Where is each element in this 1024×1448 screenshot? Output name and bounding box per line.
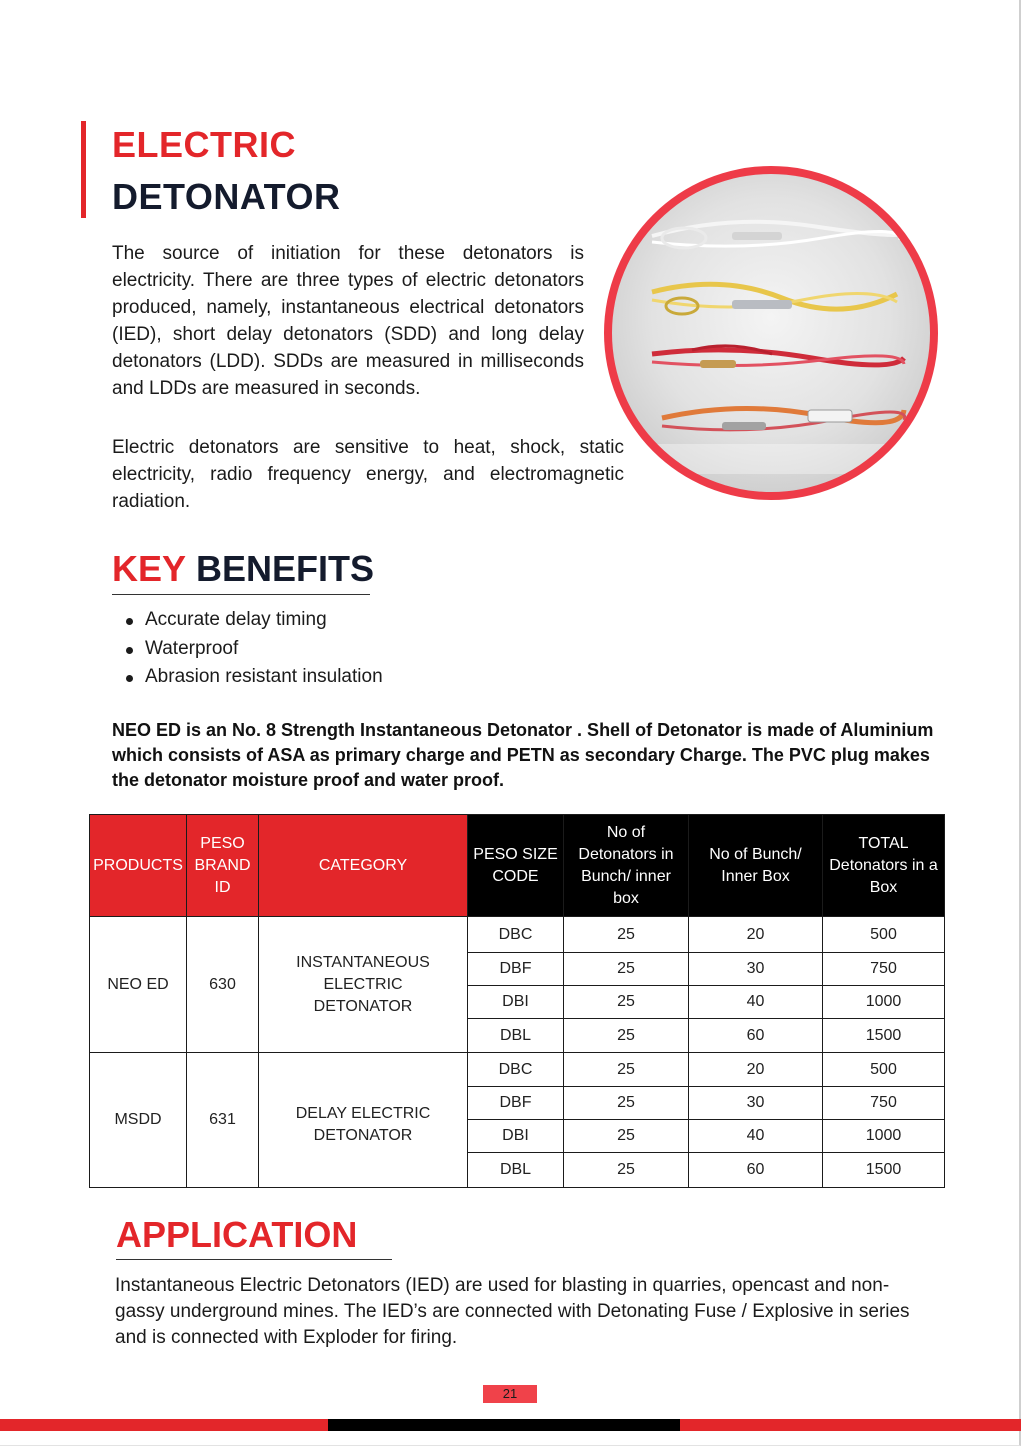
table-row — [90, 1053, 945, 1087]
cell-size-code: DBC — [468, 917, 564, 953]
table-header-row — [90, 815, 945, 917]
cell-bunch-per-box: 20 — [689, 1053, 823, 1087]
cell-total: 750 — [823, 953, 945, 986]
title-accent-bar — [81, 121, 86, 218]
cell-brand-id: 630 — [187, 917, 259, 1053]
cell-total: 1000 — [823, 986, 945, 1019]
cell-size-code: DBI — [468, 986, 564, 1019]
key-benefits-heading-rest: BENEFITS — [196, 548, 375, 589]
cell-size-code: DBL — [468, 1019, 564, 1053]
benefit-item: Waterproof — [122, 635, 383, 664]
cell-size-code: DBL — [468, 1153, 564, 1188]
cell-total: 500 — [823, 1053, 945, 1087]
product-description: NEO ED is an No. 8 Strength Instantaneous Detonator . Shell of Detonator is made of Aluminium which consists of ASA as primary charge and PETN as secondary Charge. The PVC plug makes the detonator moisture proof and water proof. — [112, 720, 934, 790]
cell-detonators-in-bunch: 25 — [564, 986, 689, 1019]
cell-brand-id: 631 — [187, 1053, 259, 1188]
header-total-detonators: TOTAL Detonators in a Box — [823, 815, 945, 917]
cell-detonators-in-bunch: 25 — [564, 1120, 689, 1153]
cell-detonators-in-bunch: 25 — [564, 953, 689, 986]
header-peso-size-code: PESO SIZE CODE — [468, 815, 564, 917]
cell-detonators-in-bunch: 25 — [564, 917, 689, 953]
cell-product: NEO ED — [90, 917, 187, 1053]
cell-total: 1500 — [823, 1019, 945, 1053]
cell-bunch-per-box: 60 — [689, 1019, 823, 1053]
application-heading: APPLICATION — [116, 1214, 358, 1255]
cell-bunch-per-box: 40 — [689, 1120, 823, 1153]
benefit-item: Accurate delay timing — [122, 606, 383, 635]
cell-size-code: DBF — [468, 953, 564, 986]
spec-table — [89, 814, 945, 1188]
cell-bunch-per-box: 20 — [689, 917, 823, 953]
product-photo — [612, 174, 930, 492]
cell-total: 500 — [823, 917, 945, 953]
header-peso-brand-id: PESO BRAND ID — [187, 815, 259, 917]
cell-category: DELAY ELECTRIC DETONATOR — [259, 1053, 468, 1188]
cell-detonators-in-bunch: 25 — [564, 1053, 689, 1087]
header-detonators-in-bunch: No of Detonators in Bunch/ inner box — [564, 815, 689, 917]
cell-detonators-in-bunch: 25 — [564, 1087, 689, 1120]
key-benefits-underline — [112, 594, 370, 595]
key-benefits-heading — [112, 548, 374, 590]
cell-size-code: DBF — [468, 1087, 564, 1120]
application-underline — [116, 1259, 392, 1260]
footer-bar-red-left — [0, 1419, 328, 1431]
cell-bunch-per-box: 30 — [689, 953, 823, 986]
header-bunch-per-box: No of Bunch/ Inner Box — [689, 815, 823, 917]
cell-size-code: DBC — [468, 1053, 564, 1087]
header-category: CATEGORY — [259, 815, 468, 917]
benefits-list — [122, 606, 383, 692]
key-benefits-heading-key: KEY — [112, 548, 187, 589]
cell-category: INSTANTANEOUS ELECTRIC DETONATOR — [259, 917, 468, 1053]
cell-total: 1000 — [823, 1120, 945, 1153]
cell-total: 1500 — [823, 1153, 945, 1188]
table-row — [90, 917, 945, 953]
page-title-line2: DETONATOR — [112, 176, 341, 217]
page-number: 21 — [483, 1385, 537, 1403]
cell-bunch-per-box: 30 — [689, 1087, 823, 1120]
footer-bar-black — [328, 1419, 680, 1431]
intro-paragraph-1: The source of initiation for these detonators is electricity. There are three types of electric detonators produced, namely, instantaneous electrical detonators (IED), short delay detonators (SDD) and long delay detonators (LDD). SDDs are measured in milliseconds and LDDs are measured in seconds. — [112, 243, 584, 399]
cell-bunch-per-box: 40 — [689, 986, 823, 1019]
cell-product: MSDD — [90, 1053, 187, 1188]
cell-bunch-per-box: 60 — [689, 1153, 823, 1188]
footer-bar-red-right — [680, 1419, 1021, 1431]
cell-detonators-in-bunch: 25 — [564, 1019, 689, 1053]
intro-paragraph-2: Electric detonators are sensitive to heat, shock, static electricity, radio frequency energy, and electromagnetic radiation. — [112, 437, 624, 512]
application-text: Instantaneous Electric Detonators (IED) are used for blasting in quarries, opencast and non-gassy underground mines. The IED’s are connected with Detonating Fuse / Explosive in series and is connected with Exploder for firing. — [115, 1275, 910, 1348]
cell-size-code: DBI — [468, 1120, 564, 1153]
benefit-item: Abrasion resistant insulation — [122, 663, 383, 692]
cell-total: 750 — [823, 1087, 945, 1120]
page-title-line1: ELECTRIC — [112, 124, 296, 165]
header-products: PRODUCTS — [90, 815, 187, 917]
cell-detonators-in-bunch: 25 — [564, 1153, 689, 1188]
